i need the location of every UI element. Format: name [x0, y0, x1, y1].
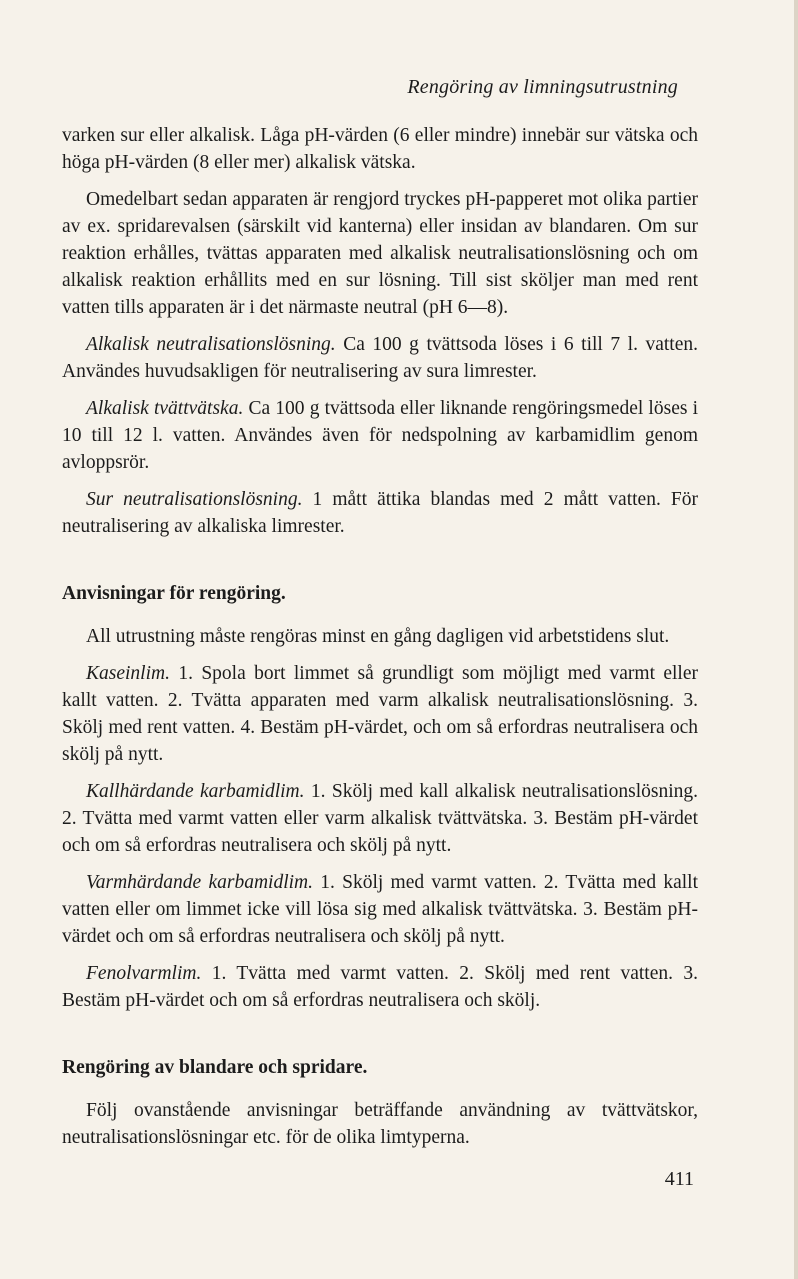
cleaning-item-phenol: [62, 960, 698, 1014]
solution-alkaline-neutralising: [62, 331, 698, 385]
cleaning-text: 1. Skölj med varmt vatten. 2. Tvätta med kallt vatten eller om limmet icke vill lösa sig med alkalisk tvättvätska. 3. Bestäm pH-värdet och om så erfordras neutralisera och skölj på nytt.: [62, 872, 698, 947]
ph-test-paragraph: Omedelbart sedan apparaten är rengjord tryckes pH-papperet mot olika partier av ex. spridarevalsen (särskilt vid kanterna) eller insidan av blandaren. Om sur reaktion erhålles, tvättas apparaten med alkalisk neutralisationslösning och om alkalisk reaktion erhållits med en sur lösning. Till sist sköljer man med rent vatten tills apparaten är i det närmaste neutral (pH 6—8).: [62, 189, 698, 318]
cleaning-text: 1. Spola bort limmet så grundligt som möjligt med varmt eller kallt vatten. 2. Tvätta apparaten med varm alkalisk neutralisationslösning. 3. Skölj med rent vatten. 4. Bestäm pH-värdet, och om så erfordras neutralisera och skölj på nytt.: [62, 663, 698, 765]
solution-term: Alkalisk tvättvätska.: [86, 398, 244, 419]
continued-paragraph: varken sur eller alkalisk. Låga pH-värden (6 eller mindre) innebär sur vätska och höga pH-värden (8 eller mer) alkalisk vätska.: [62, 125, 698, 173]
solution-term: Sur neutralisationslösning.: [86, 489, 303, 510]
cleaning-term: Kallhärdande karbamidlim.: [86, 781, 305, 802]
cleaning-text: 1. Skölj med kall alkalisk neutralisationslösning. 2. Tvätta med varmt vatten eller varm alkalisk tvättvätska. 3. Bestäm pH-värdet och om så erfordras neutralisera och skölj på nytt.: [62, 781, 698, 856]
section-heading-cleaning: Anvisningar för rengöring.: [62, 583, 286, 604]
running-head: Rengöring av limningsutrustning: [407, 76, 678, 98]
cleaning-intro: All utrustning måste rengöras minst en gång dagligen vid arbetstidens slut.: [86, 626, 670, 647]
page-body: [62, 122, 698, 1151]
cleaning-term: Kaseinlim.: [86, 663, 170, 684]
solution-term: Alkalisk neutralisationslösning.: [86, 334, 336, 355]
cleaning-item-cold-urea: [62, 778, 698, 859]
solution-acid-neutralising: [62, 486, 698, 540]
cleaning-term: Fenolvarmlim.: [86, 963, 202, 984]
page-number: 411: [664, 1168, 694, 1190]
solution-text: Ca 100 g tvättsoda löses i 6 till 7 l. vatten. Användes huvudsakligen för neutralisering av sura limrester.: [62, 334, 698, 382]
cleaning-term: Varmhärdande karbamidlim.: [86, 872, 313, 893]
solution-alkaline-washing: [62, 395, 698, 476]
solution-text: 1 mått ättika blandas med 2 mått vatten. För neutralisering av alkaliska limrester.: [62, 489, 698, 537]
solution-text: Ca 100 g tvättsoda eller liknande rengöringsmedel löses i 10 till 12 l. vatten. Användes även för nedspolning av karbamidlim genom avloppsrör.: [62, 398, 699, 473]
page-edge: [794, 0, 798, 1279]
cleaning-text: 1. Tvätta med varmt vatten. 2. Skölj med rent vatten. 3. Bestäm pH-värdet och om så erfordras neutralisera och skölj.: [62, 963, 698, 1011]
mixer-paragraph: Följ ovanstående anvisningar beträffande användning av tvättvätskor, neutralisationslösningar etc. för de olika limtyperna.: [62, 1100, 698, 1148]
section-heading-mixer: Rengöring av blandare och spridare.: [62, 1057, 368, 1078]
cleaning-item-casein: [62, 660, 698, 768]
cleaning-item-hot-urea: [62, 869, 698, 950]
